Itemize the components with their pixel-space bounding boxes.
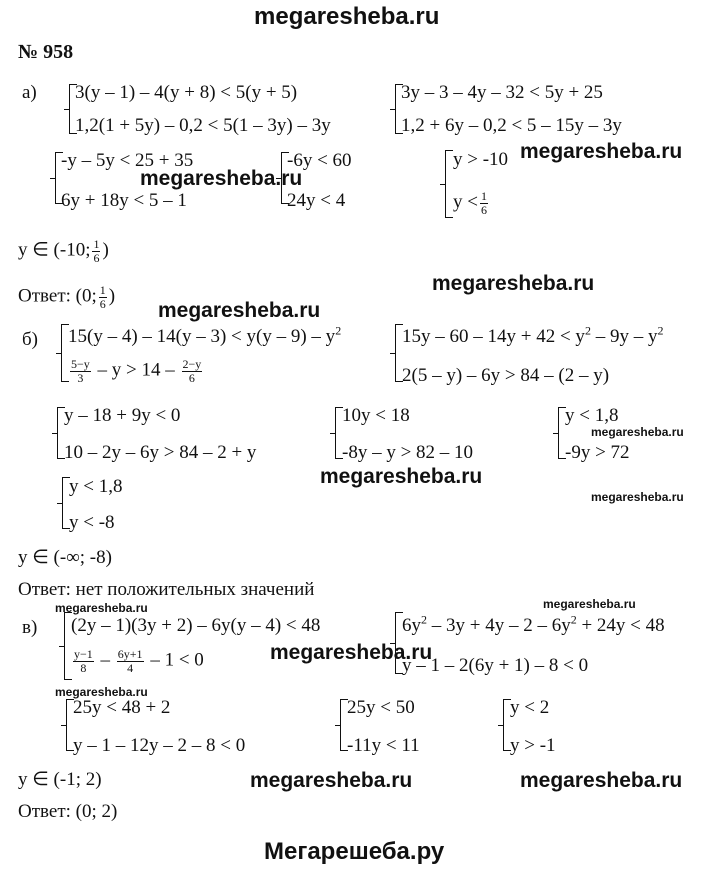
equation: -y – 5y < 25 + 35 [61,150,194,171]
equation: (2y – 1)(3y + 2) – 6y(y – 4) < 48 [71,615,321,636]
equation: 1,2(1 + 5y) – 0,2 < 5(1 – 3y) – 3y [75,115,331,136]
equation: 3(y – 1) – 4(y + 8) < 5(y + 5) [75,82,298,103]
equation: 10y < 18 [342,405,410,426]
watermark: megaresheba.ru [55,601,148,615]
equation: $\frac{5-y}{3}$ – y > 14 – $\frac{2-y}{6}$ [71,357,202,385]
equation: y < 1,8 [69,476,123,497]
answer: Ответ: (0; 2) [18,801,118,822]
header-watermark: megaresheba.ru [254,3,440,30]
equation: -8y – y > 82 – 10 [342,442,474,463]
equation: y < 1,8 [565,405,619,426]
equation: y < 2 [510,697,550,718]
solution-set: y ∈ (-1; 2) [18,769,102,790]
watermark: megaresheba.ru [158,299,321,322]
equation: 1,2 + 6y – 0,2 < 5 – 15y – 3y [401,115,622,136]
part-b-label: б) [22,329,38,350]
equation: 25y < 50 [347,697,415,718]
fraction: $\frac{1}{6}$ [480,189,487,217]
equation: $15(y - 4) - 14(y - 3) < y(y - 9) - y^2$ [68,323,342,347]
equation-text: y < [453,191,478,213]
solution-set: y ∈ (-10; $\frac{1}{6}$ ) [18,237,109,265]
watermark: megaresheba.ru [520,769,683,792]
equation: 24y < 4 [287,190,346,211]
watermark: megaresheba.ru [432,272,595,295]
watermark: megaresheba.ru [55,685,148,699]
equation: $15y - 60 - 14y + 42 < y^2 - 9y - y^2$ [402,323,664,347]
equation: 2(5 – y) – 6y > 84 – (2 – y) [402,365,610,386]
equation [453,190,490,216]
equation: y > -10 [453,149,509,170]
equation: -9y > 72 [565,442,630,463]
watermark: megaresheba.ru [140,167,303,190]
watermark: megaresheba.ru [320,465,483,488]
equation: 10 – 2y – 6y > 84 – 2 + y [64,442,257,463]
fraction: $\frac{1}{6}$ [99,283,106,311]
equation: -6y < 60 [287,150,352,171]
equation: $\frac{y-1}{8}$ – $\frac{6y+1}{4}$ – 1 < 0 [74,647,204,675]
equation: y – 1 – 2(6y + 1) – 8 < 0 [402,655,589,676]
fraction: $\frac{2-y}{6}$ [182,357,202,385]
watermark: megaresheba.ru [543,597,636,611]
fraction: $\frac{1}{6}$ [93,237,100,265]
watermark: megaresheba.ru [520,140,683,163]
equation: y > -1 [510,735,556,756]
equation: 25y < 48 + 2 [73,697,171,718]
equation: y – 18 + 9y < 0 [64,405,181,426]
equation: y < -8 [69,512,115,533]
equation: $6y^2 - 3y + 4y - 2 - 6y^2 + 24y < 48$ [402,612,665,636]
fraction: $\frac{y-1}{8}$ [74,647,93,675]
system-brace [445,150,453,218]
fraction: $\frac{5-y}{3}$ [71,357,90,385]
problem-number: № 958 [18,41,74,63]
equation: 6y + 18y < 5 – 1 [61,190,187,211]
equation: y – 1 – 12y – 2 – 8 < 0 [73,735,246,756]
footer-watermark: Мегарешеба.ру [264,838,445,865]
solution-set: y ∈ (-∞; -8) [18,547,112,568]
answer: Ответ: (0; $\frac{1}{6}$ ) [18,283,116,311]
answer: Ответ: нет положительных значений [18,579,315,600]
watermark: megaresheba.ru [270,641,433,664]
part-v-label: в) [22,617,38,638]
equation: 3y – 3 – 4y – 32 < 5y + 25 [401,82,603,103]
watermark: megaresheba.ru [591,425,684,439]
fraction: $\frac{6y+1}{4}$ [117,647,143,675]
equation: -11y < 11 [347,735,420,756]
part-a-label: а) [22,82,37,103]
watermark: megaresheba.ru [250,769,413,792]
watermark: megaresheba.ru [591,490,684,504]
